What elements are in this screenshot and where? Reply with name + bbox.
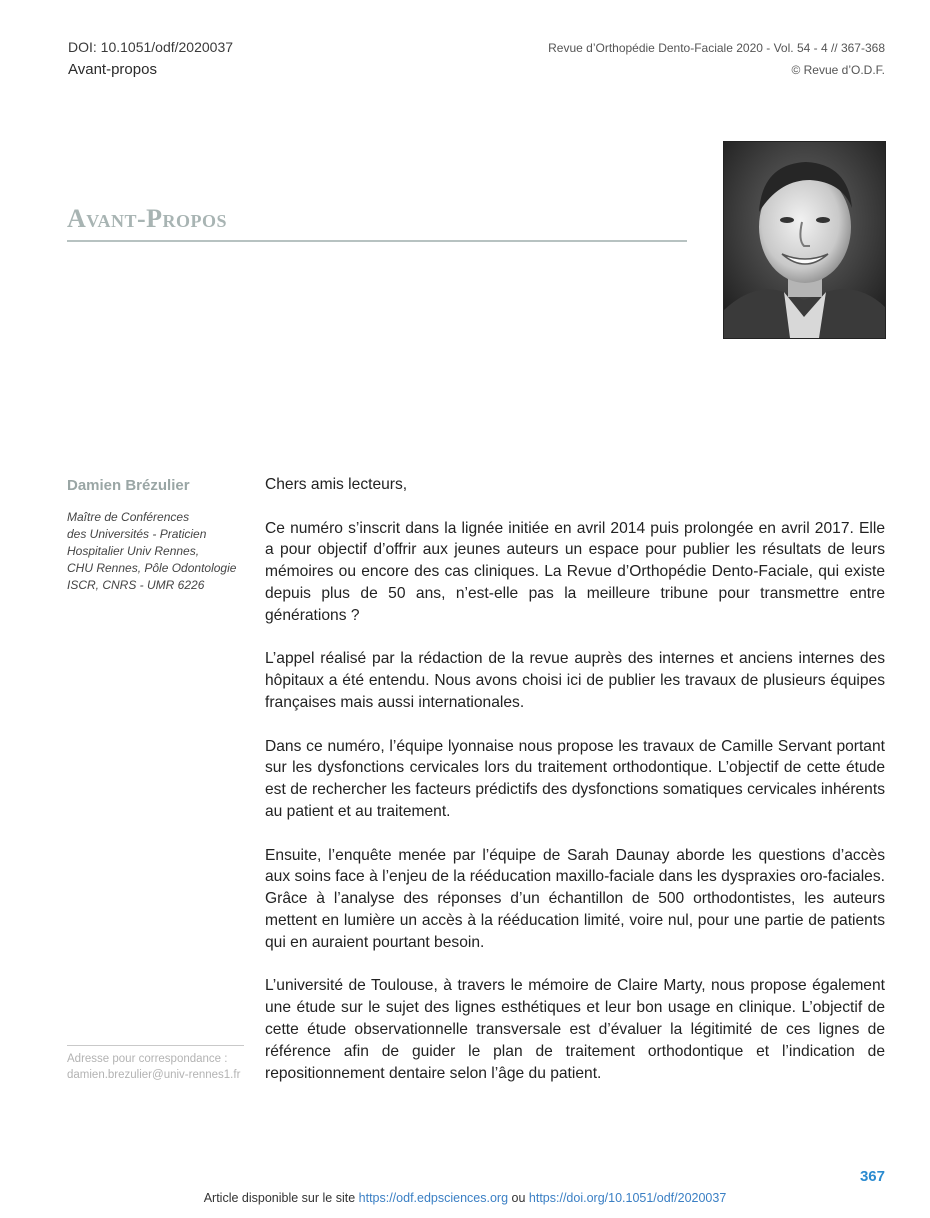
doi-link[interactable]: https://doi.org/10.1051/odf/2020037 bbox=[528, 1191, 727, 1205]
footer-prefix: Article disponible sur le site bbox=[203, 1191, 359, 1205]
author-photo bbox=[723, 141, 886, 339]
correspondence-label: Adresse pour correspondance : bbox=[67, 1053, 228, 1065]
correspondence-email[interactable]: damien.brezulier@univ-rennes1.fr bbox=[67, 1069, 241, 1081]
affiliation-line: Maître de Conférences bbox=[67, 510, 190, 524]
journal-reference: Revue d’Orthopédie Dento-Faciale 2020 - Vol. 54 - 4 // 367-368 bbox=[548, 41, 885, 55]
article-body bbox=[265, 474, 885, 1106]
correspondence-block bbox=[67, 1051, 240, 1083]
doi-text: DOI: 10.1051/odf/2020037 bbox=[68, 39, 234, 55]
copyright-notice: © Revue d’O.D.F. bbox=[791, 63, 885, 77]
body-paragraph: Dans ce numéro, l’équipe lyonnaise nous propose les travaux de Camille Servant portant sur les dysfonctions cervicales lors du traitement orthodontique. L’objectif de cette étude est de rechercher les facteurs prédictifs des dysfonctions somatiques cervicales inhérents au patient et au traitement. bbox=[265, 737, 885, 820]
footer-availability bbox=[0, 1191, 930, 1205]
footer-middle: ou bbox=[508, 1191, 529, 1205]
author-name: Damien Brézulier bbox=[67, 477, 190, 494]
author-affiliation bbox=[67, 509, 247, 594]
page-title: Avant-Propos bbox=[67, 204, 228, 233]
title-divider bbox=[67, 240, 687, 242]
page-number: 367 bbox=[859, 1168, 885, 1185]
affiliation-line: ISCR, CNRS - UMR 6226 bbox=[67, 578, 205, 592]
journal-site-link[interactable]: https://odf.edpsciences.org bbox=[358, 1191, 509, 1205]
affiliation-line: CHU Rennes, Pôle Odontologie bbox=[67, 561, 237, 575]
correspondence-divider bbox=[67, 1045, 244, 1046]
body-paragraph: L’appel réalisé par la rédaction de la revue auprès des internes et anciens internes des hôpitaux a été entendu. Nous avons choisi ici de publier les travaux de plusieurs équipes françaises mais aussi internationales. bbox=[265, 650, 885, 711]
affiliation-line: des Universités - Praticien bbox=[67, 527, 207, 541]
section-label: Avant-propos bbox=[68, 61, 157, 78]
body-paragraph: L’université de Toulouse, à travers le mémoire de Claire Marty, nous propose également une étude sur le sujet des lignes esthétiques et leur bon usage en clinique. L’objectif de cette étude observationnelle transversale est d’évaluer la légitimité de ces lignes de référence afin de guider le plan de traitement orthodontique et l’indication de repositionnement dentaire selon l’âge du patient. bbox=[265, 977, 885, 1082]
body-paragraph: Ce numéro s’inscrit dans la lignée initiée en avril 2014 puis prolongée en avril 2017. Elle a pour objectif d’offrir aux jeunes auteurs un espace pour publier les résultats de leurs mémoires ou encore des cas cliniques. La Revue d’Orthopédie Dento-Faciale, qui existe depuis plus de 50 ans, n’est-elle pas la meilleure tribune pour transmettre entre générations ? bbox=[265, 519, 885, 624]
greeting: Chers amis lecteurs, bbox=[265, 476, 408, 493]
body-paragraph: Ensuite, l’enquête menée par l’équipe de Sarah Daunay aborde les questions d’accès aux soins face à l’enjeu de la rééducation maxillo-faciale dans les dyspraxies oro-faciales. Grâce à l’analyse des réponses d’un échantillon de 500 orthodontistes, les auteurs mettent en lumière un accès à la rééducation limité, voire nul, pour une partie de patients qui en auraient pourtant besoin. bbox=[265, 846, 885, 951]
affiliation-line: Hospitalier Univ Rennes, bbox=[67, 544, 200, 558]
